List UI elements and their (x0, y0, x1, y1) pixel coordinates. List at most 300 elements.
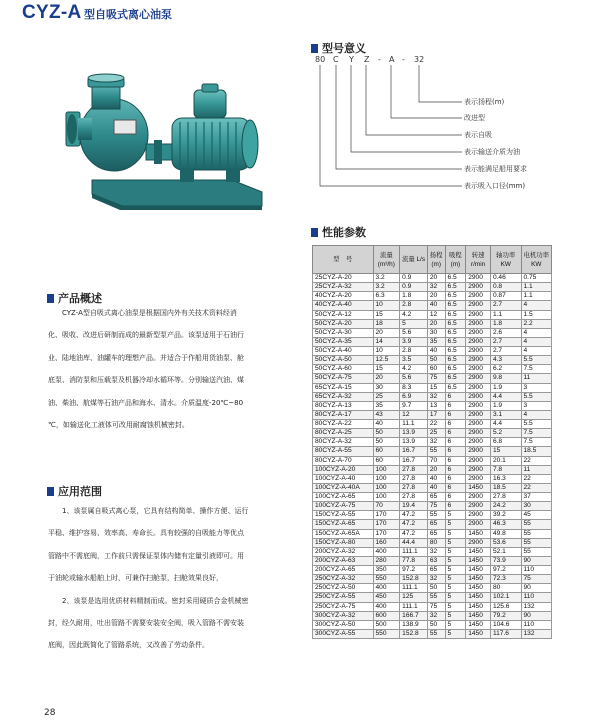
col-head: 扬程 (m) (427, 246, 445, 274)
table-cell: 2.2 (521, 319, 552, 328)
table-cell: 2900 (466, 319, 491, 328)
table-row (313, 483, 552, 492)
table-cell: 27.8 (490, 493, 521, 502)
table-cell: 9.7 (400, 401, 428, 410)
table-cell: 117.6 (490, 629, 521, 638)
table-cell: 49.8 (490, 529, 521, 538)
table-cell: 2900 (466, 474, 491, 483)
table-cell: 152.8 (400, 575, 428, 584)
table-cell: 6.5 (445, 356, 466, 365)
table-cell: 100CYZ-A-65 (313, 493, 374, 502)
table-cell: 20.1 (490, 456, 521, 465)
table-cell: 25CYZ-A-32 (313, 283, 374, 292)
table-cell: 50CYZ-A-40 (313, 347, 374, 356)
table-cell: 400 (373, 584, 400, 593)
table-cell: 166.7 (400, 611, 428, 620)
table-row (313, 584, 552, 593)
table-cell: 12.5 (373, 356, 400, 365)
table-cell: 111.1 (400, 584, 428, 593)
overview-heading-text: 产品概述 (58, 292, 102, 305)
table-cell: 2900 (466, 274, 491, 283)
table-cell: 65CYZ-A-15 (313, 383, 374, 392)
table-cell: 104.6 (490, 620, 521, 629)
table-cell: 125.6 (490, 602, 521, 611)
overview-line: CYZ-A型自吸式离心油泵是根据国内外有关技术资料经消 (62, 309, 237, 317)
table-cell: 13.9 (400, 438, 428, 447)
table-cell: 400 (373, 547, 400, 556)
table-row (313, 420, 552, 429)
table-row (313, 365, 552, 374)
table-row (313, 383, 552, 392)
table-cell: 90 (521, 556, 552, 565)
table-cell: 5.5 (521, 392, 552, 401)
col-flow-m3h: 流量 (m³/h) (373, 246, 400, 274)
overview-text (48, 302, 298, 436)
table-cell: 80CYZ-A-70 (313, 456, 374, 465)
table-cell: 250CYZ-A-75 (313, 602, 374, 611)
meaning-improved: 改进型 (464, 114, 485, 122)
table-cell: 80CYZ-A-32 (313, 438, 374, 447)
table-cell: 1.1 (490, 310, 521, 319)
table-cell: 250CYZ-A-50 (313, 584, 374, 593)
overview-line: 油、柴油、航煤等石油产品和海水、清水。介质温度-20℃~80 (48, 398, 244, 407)
code-part-a: A (389, 55, 395, 64)
table-cell: 6 (445, 502, 466, 511)
table-cell: 11 (521, 374, 552, 383)
table-cell: 5 (445, 556, 466, 565)
table-cell: 6.8 (490, 438, 521, 447)
table-cell: 2.7 (490, 347, 521, 356)
table-cell: 1450 (466, 547, 491, 556)
table-cell: 80CYZ-A-25 (313, 429, 374, 438)
code-part-y: Y (349, 55, 354, 64)
table-cell: 6.5 (445, 365, 466, 374)
col-speed: 转速 r/min (466, 246, 491, 274)
table-cell: 40CYZ-A-40 (313, 301, 374, 310)
table-cell: 5 (445, 566, 466, 575)
table-cell: 300CYZ-A-32 (313, 611, 374, 620)
table-cell: 2.8 (400, 301, 428, 310)
table-cell: 6.5 (445, 383, 466, 392)
table-row (313, 575, 552, 584)
application-line: 1、该泵属自吸式离心泵，它具有结构简单、操作方便、运行 (62, 507, 249, 515)
table-cell: 47.2 (400, 520, 428, 529)
table-cell: 100CYZ-A-75 (313, 502, 374, 511)
col-suction: 吸程 (m) (445, 246, 466, 274)
table-cell: 25 (427, 429, 445, 438)
table-cell: 50CYZ-A-50 (313, 356, 374, 365)
table-row (313, 429, 552, 438)
table-cell: 100CYZ-A-20 (313, 465, 374, 474)
table-row (313, 529, 552, 538)
table-cell: 45 (521, 511, 552, 520)
table-cell: 550 (373, 575, 400, 584)
table-cell: 5 (445, 584, 466, 593)
table-cell: 44.4 (400, 538, 428, 547)
meaning-head: 表示扬程(m) (464, 98, 505, 106)
table-cell: 25CYZ-A-20 (313, 274, 374, 283)
table-cell: 50CYZ-A-75 (313, 374, 374, 383)
table-cell: 100 (373, 474, 400, 483)
table-cell: 16.7 (400, 456, 428, 465)
table-cell: 5.5 (521, 420, 552, 429)
table-cell: 2.6 (490, 328, 521, 337)
heading-square-icon (311, 228, 318, 237)
table-cell: 2900 (466, 429, 491, 438)
table-row (313, 474, 552, 483)
table-cell: 1.1 (521, 292, 552, 301)
table-row (313, 274, 552, 283)
table-cell: 6.5 (445, 301, 466, 310)
table-cell: 3.1 (490, 410, 521, 419)
table-cell: 53.6 (490, 538, 521, 547)
table-row (313, 520, 552, 529)
table-cell: 6 (445, 438, 466, 447)
table-cell: 17 (427, 410, 445, 419)
table-cell: 152.8 (400, 629, 428, 638)
table-cell: 110 (521, 593, 552, 602)
table-cell: 27.8 (400, 465, 428, 474)
table-cell: 0.46 (490, 274, 521, 283)
table-cell: 2900 (466, 410, 491, 419)
table-cell: 132 (521, 602, 552, 611)
table-cell: 300CYZ-A-55 (313, 629, 374, 638)
meaning-inlet-diameter: 表示吸入口径(mm) (464, 182, 526, 190)
table-cell: 4 (521, 410, 552, 419)
table-cell: 0.9 (400, 274, 428, 283)
table-cell: 50 (373, 429, 400, 438)
table-cell: 18.5 (490, 483, 521, 492)
table-cell: 47.2 (400, 529, 428, 538)
table-cell: 50CYZ-A-20 (313, 319, 374, 328)
table-row (313, 538, 552, 547)
col-model: 型 号 (313, 246, 374, 274)
table-cell: 40 (427, 347, 445, 356)
table-cell: 6.5 (445, 337, 466, 346)
table-cell: 5.2 (490, 429, 521, 438)
table-cell: 100CYZ-A-40A (313, 483, 374, 492)
table-cell: 2900 (466, 328, 491, 337)
table-cell: 1450 (466, 602, 491, 611)
table-cell: 2900 (466, 511, 491, 520)
table-cell: 90 (521, 611, 552, 620)
table-cell: 7.5 (521, 429, 552, 438)
table-cell: 5 (445, 593, 466, 602)
table-cell: 5 (445, 611, 466, 620)
table-row (313, 438, 552, 447)
table-row (313, 301, 552, 310)
table-cell: 14 (373, 337, 400, 346)
application-heading-text: 应用范围 (58, 485, 102, 498)
table-cell: 77.8 (400, 556, 428, 565)
table-cell: 80 (427, 538, 445, 547)
page-title: CYZ-A (22, 2, 82, 23)
table-cell: 32 (427, 392, 445, 401)
table-cell: 450 (373, 593, 400, 602)
table-cell: 2900 (466, 420, 491, 429)
table-cell: 5 (445, 511, 466, 520)
table-cell: 80CYZ-A-13 (313, 401, 374, 410)
table-row (313, 511, 552, 520)
table-cell: 60 (373, 456, 400, 465)
pump-illustration (62, 60, 277, 220)
table-cell: 550 (373, 629, 400, 638)
table-cell: 72.3 (490, 575, 521, 584)
application-text (48, 500, 300, 657)
table-cell: 111.1 (400, 547, 428, 556)
table-cell: 1450 (466, 575, 491, 584)
performance-heading-text: 性能参数 (322, 226, 366, 239)
table-cell: 6.5 (445, 283, 466, 292)
model-meaning-leader-lines (300, 60, 470, 200)
table-cell: 1450 (466, 584, 491, 593)
page-number: 28 (44, 708, 56, 718)
table-cell: 6.2 (490, 365, 521, 374)
table-cell: 5 (445, 575, 466, 584)
table-cell: 2900 (466, 538, 491, 547)
table-cell: 110 (521, 620, 552, 629)
meaning-marine: 表示能满足船用要求 (464, 165, 527, 173)
table-cell: 4.4 (490, 420, 521, 429)
table-cell: 2900 (466, 356, 491, 365)
table-cell: 4 (521, 337, 552, 346)
table-cell: 2900 (466, 310, 491, 319)
table-cell: 6.5 (445, 274, 466, 283)
table-cell: 50CYZ-A-60 (313, 365, 374, 374)
table-cell: 75 (427, 374, 445, 383)
table-cell: 30 (427, 328, 445, 337)
table-row (313, 556, 552, 565)
table-cell: 18 (373, 319, 400, 328)
table-cell: 2900 (466, 392, 491, 401)
table-row (313, 593, 552, 602)
overview-line: ℃，如输送化工液体可改用耐腐蚀机械密封。 (48, 421, 189, 430)
table-cell: 30 (521, 502, 552, 511)
table-cell: 15 (427, 383, 445, 392)
table-cell: 50 (427, 356, 445, 365)
table-cell: 10 (373, 347, 400, 356)
table-cell: 22 (427, 420, 445, 429)
table-cell: 5 (445, 529, 466, 538)
table-cell: 3.5 (400, 356, 428, 365)
table-cell: 132 (521, 629, 552, 638)
table-cell: 6 (445, 420, 466, 429)
table-cell: 5.6 (400, 328, 428, 337)
table-row (313, 374, 552, 383)
table-cell: 1450 (466, 611, 491, 620)
table-row (313, 620, 552, 629)
table-cell: 2900 (466, 447, 491, 456)
table-row (313, 502, 552, 511)
table-cell: 250CYZ-A-55 (313, 593, 374, 602)
table-cell: 6 (445, 447, 466, 456)
application-line: 于油轮或输水船舶上时，可兼作扫舱泵，扫舱效果良好， (48, 574, 223, 583)
table-cell: 1450 (466, 620, 491, 629)
table-cell: 350 (373, 566, 400, 575)
table-cell: 40 (427, 474, 445, 483)
table-cell: 170 (373, 511, 400, 520)
table-cell: 5 (445, 547, 466, 556)
table-row (313, 392, 552, 401)
table-cell: 0.8 (490, 283, 521, 292)
table-row (313, 328, 552, 337)
table-cell: 7.5 (521, 365, 552, 374)
table-cell: 200CYZ-A-63 (313, 556, 374, 565)
col-flow-ls: 流量 L/s (400, 246, 428, 274)
table-cell: 18.5 (521, 447, 552, 456)
table-cell: 150CYZ-A-55 (313, 511, 374, 520)
table-cell: 65CYZ-A-32 (313, 392, 374, 401)
table-cell: 20 (373, 328, 400, 337)
application-line: 底阀，因此既简化了管路系统，又改善了劳动条件。 (48, 641, 209, 650)
table-row (313, 602, 552, 611)
table-cell: 97.2 (400, 566, 428, 575)
table-cell: 12 (427, 310, 445, 319)
table-row (313, 337, 552, 346)
table-row (313, 347, 552, 356)
table-cell: 15 (490, 447, 521, 456)
table-cell: 27.8 (400, 483, 428, 492)
table-row (313, 447, 552, 456)
table-row (313, 456, 552, 465)
table-cell: 2.7 (490, 337, 521, 346)
table-cell: 1450 (466, 529, 491, 538)
table-cell: 1450 (466, 556, 491, 565)
table-cell: 6.5 (445, 310, 466, 319)
table-cell: 97.2 (490, 566, 521, 575)
table-cell: 2.7 (490, 301, 521, 310)
table-cell: 6.5 (445, 319, 466, 328)
table-cell: 55 (521, 529, 552, 538)
table-cell: 20 (427, 292, 445, 301)
table-cell: 32 (427, 611, 445, 620)
table-cell: 2900 (466, 401, 491, 410)
table-cell: 75 (427, 602, 445, 611)
table-row (313, 310, 552, 319)
table-cell: 0.87 (490, 292, 521, 301)
table-cell: 110 (521, 566, 552, 575)
table-cell: 2.8 (400, 347, 428, 356)
table-cell: 65 (427, 520, 445, 529)
table-cell: 3.2 (373, 283, 400, 292)
table-cell: 6.3 (373, 292, 400, 301)
table-cell: 80CYZ-A-17 (313, 410, 374, 419)
table-cell: 3 (521, 383, 552, 392)
table-cell: 4.2 (400, 310, 428, 319)
table-cell: 2900 (466, 347, 491, 356)
table-cell: 170 (373, 520, 400, 529)
table-cell: 1.8 (490, 319, 521, 328)
table-cell: 200CYZ-A-32 (313, 547, 374, 556)
table-cell: 3.9 (400, 337, 428, 346)
table-cell: 6 (445, 392, 466, 401)
table-cell: 125 (400, 593, 428, 602)
table-row (313, 410, 552, 419)
table-cell: 1.9 (490, 383, 521, 392)
heading-square-icon (47, 487, 54, 496)
table-cell: 5 (445, 629, 466, 638)
table-cell: 24.2 (490, 502, 521, 511)
table-cell: 2900 (466, 374, 491, 383)
table-cell: 15 (373, 365, 400, 374)
table-cell: 6 (445, 456, 466, 465)
table-cell: 9.8 (490, 374, 521, 383)
table-cell: 20 (427, 465, 445, 474)
application-line: 2、该泵是选用优质材料精制而成。密封采用硬质合金机械密 (62, 596, 249, 605)
table-cell: 37 (521, 493, 552, 502)
table-cell: 138.9 (400, 620, 428, 629)
table-cell: 32 (427, 547, 445, 556)
table-cell: 43 (373, 410, 400, 419)
table-cell: 1450 (466, 566, 491, 575)
table-row (313, 465, 552, 474)
table-cell: 5 (445, 602, 466, 611)
table-cell: 16.7 (400, 447, 428, 456)
table-cell: 12 (400, 410, 428, 419)
overview-line: 化、吸收、改进后研制而成的最新型泵产品。该泵适用于石油行 (48, 331, 244, 340)
table-cell: 2900 (466, 292, 491, 301)
table-cell: 13.9 (400, 429, 428, 438)
table-cell: 102.1 (490, 593, 521, 602)
table-cell: 55 (427, 629, 445, 638)
table-cell: 2900 (466, 365, 491, 374)
table-cell: 2900 (466, 502, 491, 511)
table-cell: 30 (373, 383, 400, 392)
table-cell: 65 (427, 529, 445, 538)
page-subtitle: 型自吸式离心油泵 (84, 8, 172, 21)
table-cell: 1.9 (490, 401, 521, 410)
table-cell: 3 (521, 401, 552, 410)
table-row (313, 292, 552, 301)
table-cell: 70 (373, 502, 400, 511)
table-cell: 32 (427, 438, 445, 447)
overview-line: 底泵、消防泵和压载泵及机器冷却水循环等。分别输送汽油、煤 (48, 376, 244, 385)
code-part-c: C (333, 55, 339, 64)
table-cell: 65 (427, 493, 445, 502)
performance-heading (311, 224, 366, 240)
col-shaft-power: 轴功率 KW (490, 246, 521, 274)
table-cell: 7.5 (521, 438, 552, 447)
table-cell: 500 (373, 620, 400, 629)
table-cell: 13 (427, 401, 445, 410)
table-cell: 6.5 (445, 374, 466, 383)
table-row (313, 611, 552, 620)
table-cell: 111.1 (400, 602, 428, 611)
meaning-oil: 表示输送介质为油 (464, 148, 520, 156)
table-cell: 40 (427, 301, 445, 310)
table-cell: 22 (521, 474, 552, 483)
application-line: 封，经久耐用，吐出管路不需要安装安全阀，吸入管路不需安装 (48, 619, 244, 628)
table-cell: 6 (445, 483, 466, 492)
table-row (313, 319, 552, 328)
table-row (313, 493, 552, 502)
table-cell: 3.2 (373, 274, 400, 283)
table-cell: 6 (445, 429, 466, 438)
table-cell: 47.2 (400, 511, 428, 520)
table-cell: 4 (521, 347, 552, 356)
table-cell: 6.5 (445, 328, 466, 337)
table-cell: 52.1 (490, 547, 521, 556)
table-cell: 27.8 (400, 474, 428, 483)
table-cell: 11 (521, 465, 552, 474)
code-part-head: 32 (414, 55, 425, 64)
table-cell: 11.1 (400, 420, 428, 429)
performance-table (312, 245, 552, 639)
table-cell: 46.3 (490, 520, 521, 529)
code-part-z: Z (364, 55, 370, 64)
table-cell: 25 (373, 392, 400, 401)
table-cell: 600 (373, 611, 400, 620)
